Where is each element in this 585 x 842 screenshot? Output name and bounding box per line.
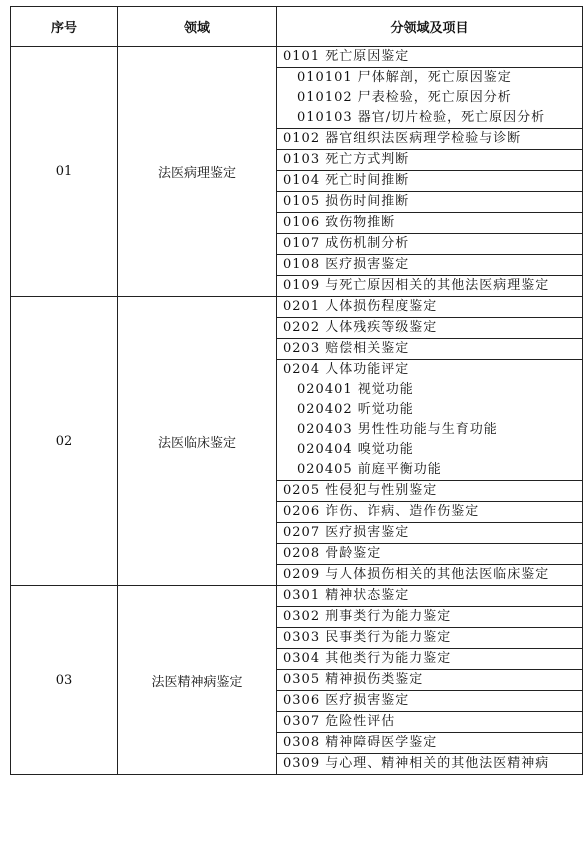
list-item: 0309 与心理、精神相关的其他法医精神病 (283, 756, 550, 771)
list-item: 0102 器官组织法医病理学检验与诊断 (277, 129, 582, 150)
row-seq: 02 (11, 297, 118, 586)
row-field: 法医精神病鉴定 (118, 586, 277, 775)
list-item: 0206 诈伤、诈病、造作伤鉴定 (277, 502, 582, 523)
list-item: 0301 精神状态鉴定 (277, 586, 582, 607)
list-item: 0307 危险性评估 (277, 712, 582, 733)
list-item: 0108 医疗损害鉴定 (277, 255, 582, 276)
list-item: 0202 人体残疾等级鉴定 (277, 318, 582, 339)
list-item: 0204 人体功能评定 (283, 362, 410, 377)
list-item: 0303 民事类行为能力鉴定 (277, 628, 582, 649)
list-item: 0308 精神障碍医学鉴定 (277, 733, 582, 754)
list-item: 020403 男性性功能与生育功能 (297, 422, 498, 437)
list-item: 0209 与人体损伤相关的其他法医临床鉴定 (283, 567, 550, 582)
list-item: 010101 尸体解剖，死亡原因鉴定 (297, 70, 512, 85)
list-item: 0203 赔偿相关鉴定 (277, 339, 582, 360)
list-item: 0207 医疗损害鉴定 (277, 523, 582, 544)
row-items (277, 47, 583, 297)
list-item: 020404 嗅觉功能 (297, 442, 414, 457)
forensic-items-table (10, 6, 583, 775)
list-item: 0105 损伤时间推断 (277, 192, 582, 213)
header-row (11, 7, 583, 47)
list-item: 0103 死亡方式判断 (277, 150, 582, 171)
list-item: 0205 性侵犯与性别鉴定 (277, 481, 582, 502)
row-seq: 01 (11, 47, 118, 297)
list-item: 0107 成伤机制分析 (277, 234, 582, 255)
row-items (277, 297, 583, 586)
row-field: 法医病理鉴定 (118, 47, 277, 297)
row-items (277, 586, 583, 775)
list-item: 0101 死亡原因鉴定 (277, 47, 582, 68)
list-item: 020405 前庭平衡功能 (277, 460, 582, 481)
list-item: 0109 与死亡原因相关的其他法医病理鉴定 (283, 278, 550, 293)
header-sub: 分领域及项目 (277, 7, 583, 47)
row-seq: 03 (11, 586, 118, 775)
table-row (11, 586, 583, 775)
list-item: 010103 器官/切片检验，死亡原因分析 (277, 108, 582, 129)
list-item: 0201 人体损伤程度鉴定 (277, 297, 582, 318)
list-item: 0208 骨龄鉴定 (277, 544, 582, 565)
list-item: 0302 刑事类行为能力鉴定 (277, 607, 582, 628)
list-item: 0106 致伤物推断 (277, 213, 582, 234)
list-item: 020402 听觉功能 (297, 402, 414, 417)
table-row (11, 297, 583, 586)
header-seq: 序号 (11, 7, 118, 47)
list-item: 0306 医疗损害鉴定 (277, 691, 582, 712)
list-item: 010102 尸表检验，死亡原因分析 (297, 90, 512, 105)
list-item: 0104 死亡时间推断 (277, 171, 582, 192)
list-item: 0305 精神损伤类鉴定 (277, 670, 582, 691)
list-item: 020401 视觉功能 (297, 382, 414, 397)
table-row (11, 47, 583, 297)
list-item: 0304 其他类行为能力鉴定 (277, 649, 582, 670)
header-field: 领域 (118, 7, 277, 47)
row-field: 法医临床鉴定 (118, 297, 277, 586)
